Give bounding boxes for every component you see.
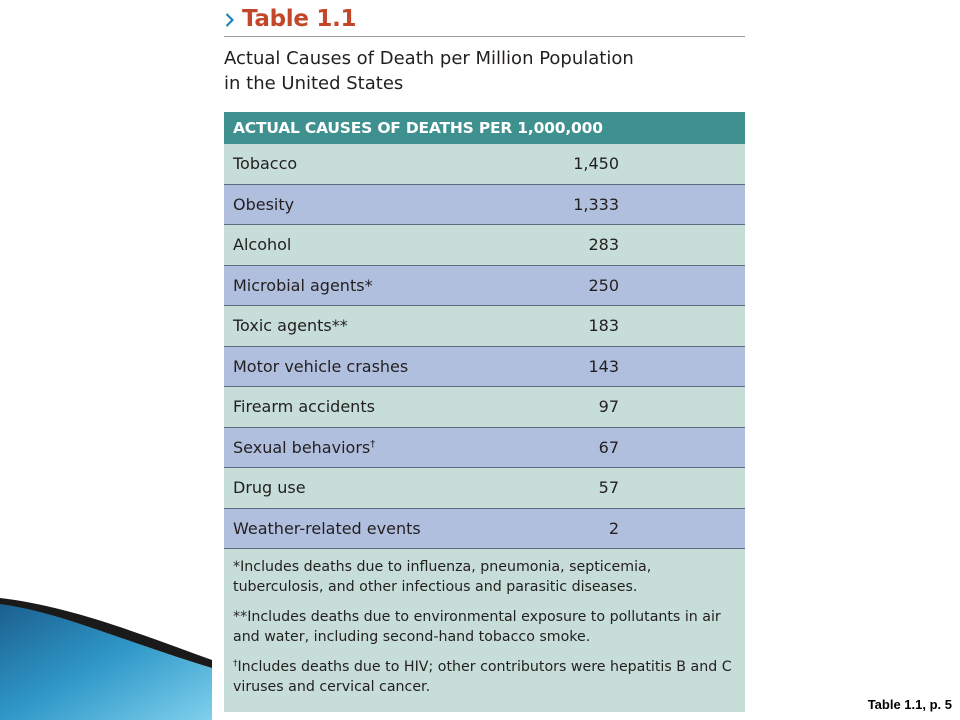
- cause-cell: [233, 266, 373, 306]
- table-row: [224, 225, 745, 266]
- deaths-value-cell: 1,450: [573, 154, 619, 173]
- slide-citation: Table 1.1, p. 5: [867, 697, 952, 712]
- deaths-value-cell: 67: [598, 437, 619, 457]
- table-row: [224, 266, 745, 307]
- causes-of-death-table: [224, 112, 745, 712]
- cause-cell: [233, 185, 294, 225]
- footnote-mark: **: [233, 609, 248, 625]
- cause-label: Sexual behaviors: [233, 437, 371, 457]
- table-row: [224, 468, 745, 509]
- deaths-value-cell: 183: [588, 316, 619, 335]
- table-row: [224, 347, 745, 388]
- cause-label: Microbial agents: [233, 275, 365, 295]
- deaths-value-cell: 143: [588, 356, 619, 376]
- cause-cell: [233, 468, 306, 508]
- cause-label: Firearm accidents: [233, 397, 375, 416]
- table-number: Table 1.1: [242, 6, 357, 32]
- footnote-mark: †: [370, 438, 376, 450]
- table-body: [224, 144, 745, 549]
- footnote: [233, 557, 733, 597]
- footnote-mark: †: [233, 659, 238, 669]
- footnote: [233, 657, 733, 697]
- cause-label: Toxic agents: [233, 316, 332, 335]
- footnote: [233, 607, 733, 647]
- table-heading: [224, 4, 745, 37]
- cause-cell: [233, 509, 421, 549]
- cause-cell: [233, 347, 408, 387]
- table-header: ACTUAL CAUSES OF DEATHS PER 1,000,000: [224, 112, 745, 144]
- cause-cell: [233, 306, 348, 346]
- chevron-right-icon: [226, 13, 235, 27]
- cause-label: Weather-related events: [233, 518, 421, 538]
- footnote-mark: **: [331, 316, 348, 335]
- table-row: [224, 144, 745, 185]
- footnote-text: Includes deaths due to environmental exposure to pollutants in air and water, including second-hand tobacco smoke.: [233, 609, 721, 645]
- cause-label: Motor vehicle crashes: [233, 356, 409, 376]
- deaths-value-cell: 2: [608, 518, 619, 538]
- table-title-line-1: Actual Causes of Death per Million Population: [224, 48, 634, 69]
- cause-label: Tobacco: [233, 154, 298, 173]
- table-row: [224, 509, 745, 550]
- cause-label: Alcohol: [233, 235, 292, 254]
- footnote-mark: *: [233, 559, 241, 575]
- deaths-value-cell: 1,333: [573, 194, 619, 214]
- deaths-value-cell: 283: [588, 235, 619, 254]
- cause-label: Obesity: [233, 194, 295, 214]
- cause-label: Drug use: [233, 478, 306, 497]
- table-title: [224, 46, 745, 96]
- footnote-mark: *: [364, 275, 373, 295]
- cause-cell: [233, 428, 375, 468]
- cause-cell: [233, 225, 291, 265]
- deaths-value-cell: 57: [598, 478, 619, 497]
- deaths-value-cell: 97: [598, 397, 619, 416]
- table-row: [224, 428, 745, 469]
- footnote-text: Includes deaths due to influenza, pneumonia, septicemia, tuberculosis, and other infectious and parasitic diseases.: [233, 559, 652, 595]
- cause-cell: [233, 387, 375, 427]
- table-row: [224, 306, 745, 347]
- cause-cell: [233, 144, 297, 184]
- corner-swoosh-decoration: [0, 0, 215, 720]
- table-row: [224, 387, 745, 428]
- table-title-line-2: in the United States: [224, 73, 404, 94]
- table-row: [224, 185, 745, 226]
- footnote-text: Includes deaths due to HIV; other contributors were hepatitis B and C viruses and cervical cancer.: [233, 659, 732, 695]
- deaths-value-cell: 250: [588, 275, 619, 295]
- table-footnotes: [224, 549, 745, 697]
